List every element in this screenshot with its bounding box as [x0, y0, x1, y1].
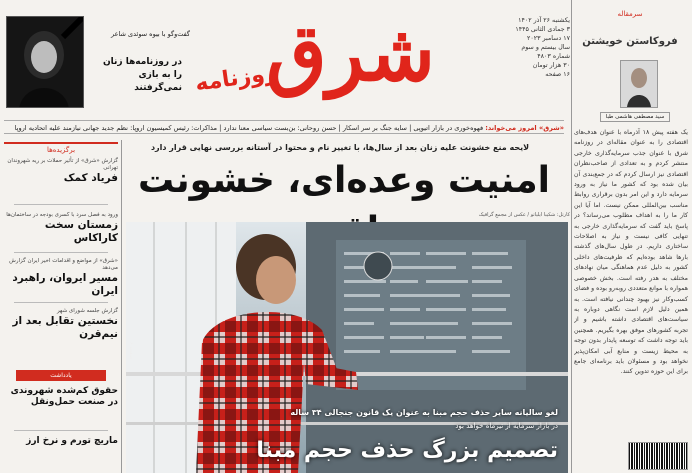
main-headline[interactable]: امنیت وعده‌ای، خشونت — [138, 160, 550, 201]
editorial-body — [574, 128, 688, 473]
main-kicker: لایحه منع خشونت علیه زنان بعد از سال‌ها، با تغییر نام و محتوا در آستانه بررسی نهایی قرار دارد — [150, 143, 530, 152]
rail-kicker: ورود به فصل سرد با کسری بودجه در ساختمان‌ها — [6, 212, 118, 218]
author-photo — [620, 60, 658, 108]
rail-headline[interactable]: زمستان سخت کاراکاس — [44, 219, 118, 244]
masthead-logo — [195, 4, 495, 116]
obituary-title[interactable]: گفت‌وگو با بیوه سوئدی شاعر — [111, 30, 190, 38]
photo-headline[interactable]: تصمیم بزرگ حذف حجم مبنا — [256, 438, 558, 463]
rail-divider — [14, 302, 108, 303]
date-line: ۱۶ صفحه — [545, 71, 570, 78]
barcode — [628, 442, 688, 470]
rail-headline[interactable]: مسیر ایروان، راهبرد ایران — [12, 272, 118, 297]
rail-divider — [14, 430, 108, 431]
date-line: ۱۷ دسامبر ۲۰۲۳ — [526, 35, 570, 42]
rail-headline[interactable]: نخستین تقابل بعد از نیم‌قرن — [12, 315, 118, 340]
rail-story[interactable] — [4, 258, 118, 298]
photo-subtitle: لغو سالیانه سایر حذف حجم مبنا به عنوان یک قانون جنجالی ۳۴ ساله — [290, 408, 558, 417]
ticker-item[interactable]: فهوه‌خوری در بازار اتیوپی — [413, 124, 484, 132]
editorial-title[interactable]: فروکاستن خویشتن — [582, 36, 678, 47]
obituary-quote[interactable]: در روزنامه‌ها زنان را به بازی نمی‌گرفتند — [102, 57, 182, 93]
ticker-label: «شرق» امروز می‌خواند: — [485, 124, 564, 132]
rail-story[interactable] — [4, 308, 118, 341]
author-name: سید مصطفی هاشمی طبا — [600, 112, 670, 122]
ticker-item[interactable]: سایه جنگ بر سر اسکار — [342, 124, 407, 132]
editorial-paragraph: یک هفته پیش ۱۸ آذرماه با عنوان هدف‌های اقتصادی را به عنوان مقاله‌ای در روزنامه شرق با عنوان جذب سرمایه‌گذاری خارجی منتشر کردم و به تعدادی از صاحب‌نظران اقتصادی نیز ارسال کردم که در جمع‌بندی آن بیان شده بود که کشور ما نیاز به ورود سرمایه دارد و این امر بدون برقراری روابط مناسب بین‌المللی ممکن نیست. اما آیا این کار ما را به اهداف مطلوب می‌رساند؟ در پاسخ باید گفت که سرمایه‌گذاری خارجی به تنهایی کافی نیست و نیاز به اصلاحات ساختاری داریم. در طول سال‌های گذشته بارها شاهد بوده‌ایم که ظرفیت‌های داخلی کشور به دلیل عدم هماهنگی میان نهادهای مختلف به هدر رفته است. بخش خصوصی همواره با موانع متعددی روبه‌رو بوده و فضای کسب‌وکار نیز بهبود چندانی نیافته است. به همین دلیل لازم است نگاهی دوباره به سیاست‌های اقتصادی داشته باشیم و از تجربه کشورهای موفق بهره بگیریم. همچنین باید توجه داشت که توسعه پایدار بدون توجه به محیط زیست و منابع آبی امکان‌پذیر نخواهد بود و مسئولان باید برنامه‌ای جامع برای این حوزه تدوین کنند. — [574, 129, 688, 376]
rail-kicker: گزارش «شرق» از تأثیر حملات بر ریه شهروندان تهرانی — [7, 158, 118, 171]
rail-headline[interactable]: فریاد کمک — [63, 172, 118, 184]
column-divider — [571, 0, 572, 473]
rail-headline[interactable]: حقوق کم‌شده شهروندی در صنعت حمل‌ونقل — [10, 386, 118, 407]
date-line: سال بیستم و سوم — [521, 44, 570, 51]
logo-sub: روزنامه — [193, 60, 279, 97]
date-line: شماره ۴۸۰۳ — [537, 53, 570, 60]
column-divider — [121, 140, 122, 473]
rail-story[interactable] — [4, 158, 118, 185]
hero-photo[interactable] — [126, 222, 568, 473]
rail-story[interactable] — [4, 386, 118, 408]
ticker-item[interactable]: حسن روحانی: بن‌بست سیاسی معنا ندارد — [223, 124, 337, 132]
left-rail-header: برگزیده‌ها — [4, 142, 118, 154]
photo-overline: در بازار سرمایه از تیرماه خواهد بود — [455, 422, 558, 430]
rail-divider — [14, 204, 108, 205]
date-line: ۳ جمادی الثانی ۱۴۴۵ — [515, 26, 570, 33]
date-line: ۳۰ هزار تومان — [532, 62, 570, 69]
obituary-photo[interactable] — [6, 16, 84, 108]
rail-kicker: گزارش جلسه شورای شهر — [57, 308, 118, 314]
editorial-section: سرمقاله — [617, 10, 643, 18]
rail-story[interactable] — [4, 212, 118, 245]
issue-date-block — [500, 16, 570, 79]
photo-credit: کارتل: شکیبا ایلیاتو / عکس از مجمع گرافیک — [478, 212, 570, 218]
hero-illustration — [126, 222, 568, 473]
date-line: یکشنبه ۲۶ آذر ۱۴۰۲ — [518, 17, 570, 24]
logo-main: شرق — [266, 8, 435, 99]
rail-headline[interactable]: ماریچ تورم و نرخ ارز — [26, 436, 118, 446]
today-ticker: «شرق» امروز می‌خواند: فهوه‌خوری در بازار اتیوپی | سایه جنگ بر سر اسکار | حسن روحانی: بن‌بست سیاسی معنا ندارد | مذاکرات: رئیس کمیسیون اروپا: نظم جدید جهانی نیازمند علیه اتحادیه اروپا — [4, 120, 564, 134]
note-badge: یادداشت — [16, 370, 106, 381]
ticker-item[interactable]: مذاکرات: رئیس کمیسیون اروپا: نظم جدید جهانی نیازمند علیه اتحادیه اروپا — [14, 124, 218, 132]
hero-side-credit: صفحه ۶ — [128, 342, 134, 359]
rail-divider — [14, 252, 108, 253]
rail-kicker: «شرق» از مواضع و اقدامات اخیر ایران گزارش می‌دهد — [9, 258, 118, 271]
rail-story[interactable] — [4, 436, 118, 447]
